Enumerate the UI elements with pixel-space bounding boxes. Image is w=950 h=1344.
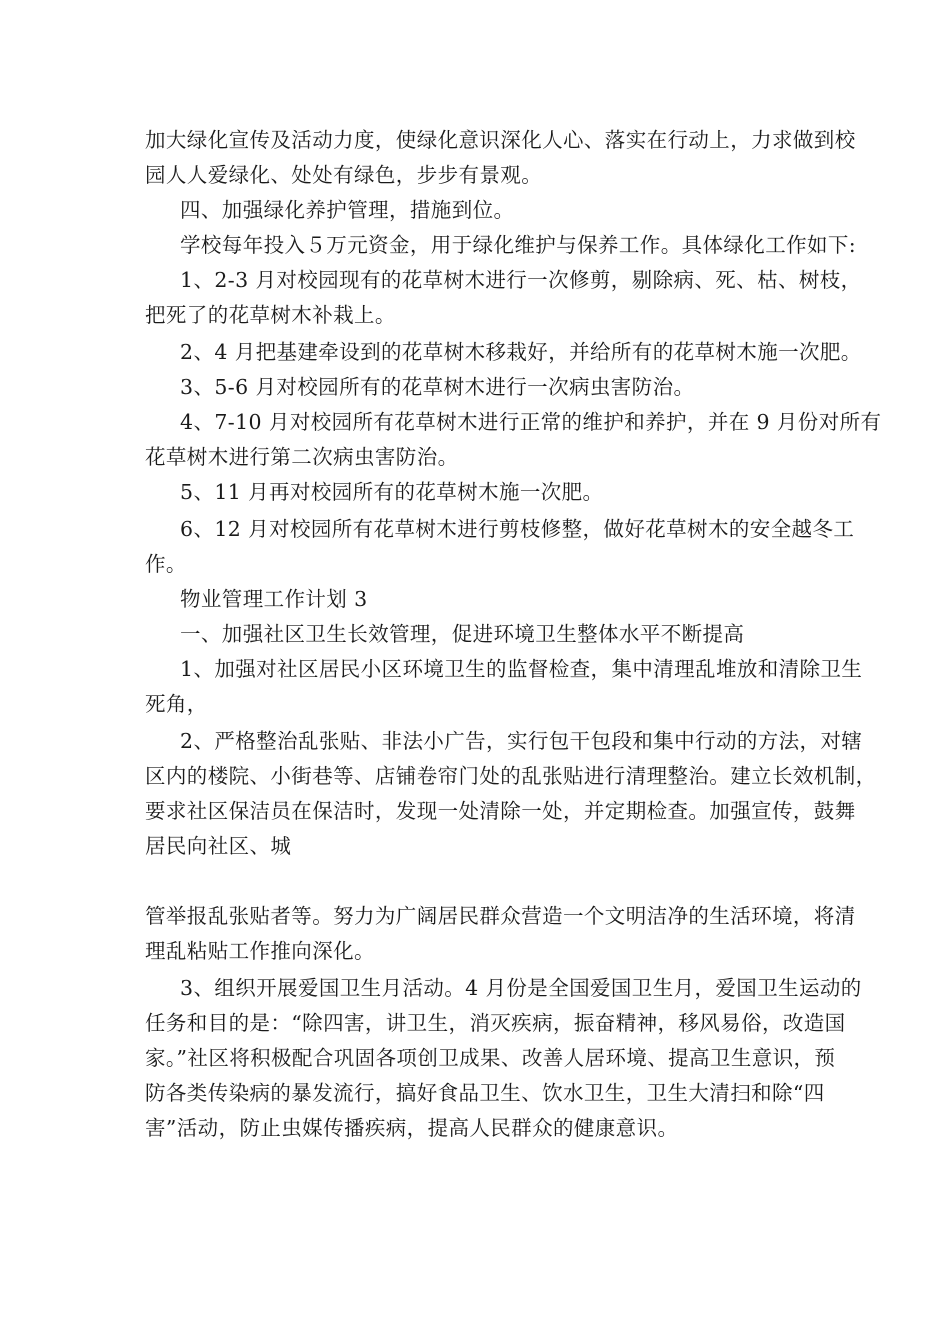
paragraph-line: 理乱粘贴工作推向深化。 [145, 939, 375, 963]
list-item-line: 害”活动，防止虫媒传播疾病，提高人民群众的健康意识。 [145, 1116, 679, 1140]
list-item-line: 家。”社区将积极配合巩固各项创卫成果、改善人居环境、提高卫生意识，预 [145, 1046, 836, 1070]
section-title: 物业管理工作计划 3 [180, 587, 368, 611]
list-item-line: 把死了的花草树木补栽上。 [145, 303, 396, 327]
list-item-line: 1、2-3 月对校园现有的花草树木进行一次修剪，剔除病、死、枯、树枝， [180, 268, 862, 292]
list-item-line: 5、11 月再对校园所有的花草树木施一次肥。 [180, 480, 604, 504]
section-heading: 四、加强绿化养护管理，措施到位。 [180, 198, 515, 222]
section-heading: 一、加强社区卫生长效管理，促进环境卫生整体水平不断提高 [180, 622, 745, 646]
paragraph-line: 加大绿化宣传及活动力度，使绿化意识深化人心、落实在行动上，力求做到校 [145, 128, 856, 152]
list-item-line: 6、12 月对校园所有花草树木进行剪枝修整，做好花草树木的安全越冬工 [180, 517, 855, 541]
list-item-line: 死角， [145, 692, 208, 716]
list-item-line: 居民向社区、城 [145, 834, 292, 858]
list-item-line: 2、严格整治乱张贴、非法小广告，实行包干包段和集中行动的方法，对辖 [180, 729, 863, 753]
paragraph-line: 学校每年投入５万元资金，用于绿化维护与保养工作。具体绿化工作如下: [180, 233, 857, 257]
list-item-line: 3、5-6 月对校园所有的花草树木进行一次病虫害防治。 [180, 375, 695, 399]
list-item-line: 任务和目的是：“除四害，讲卫生，消灭疾病，振奋精神，移风易俗，改造国 [145, 1011, 846, 1035]
list-item-line: 2、4 月把基建牵设到的花草树木移栽好，并给所有的花草树木施一次肥。 [180, 340, 862, 364]
paragraph-line: 园人人爱绿化、处处有绿色，步步有景观。 [145, 163, 543, 187]
paragraph-line: 管举报乱张贴者等。努力为广阔居民群众营造一个文明洁净的生活环境，将清 [145, 904, 856, 928]
list-item-line: 作。 [145, 552, 187, 576]
list-item-line: 防各类传染病的暴发流行，搞好食品卫生、饮水卫生，卫生大清扫和除“四 [145, 1081, 825, 1105]
list-item-line: 要求社区保洁员在保洁时，发现一处清除一处，并定期检查。加强宣传，鼓舞 [145, 799, 856, 823]
list-item-line: 3、组织开展爱国卫生月活动。4 月份是全国爱国卫生月，爱国卫生运动的 [180, 976, 862, 1000]
list-item-line: 花草树木进行第二次病虫害防治。 [145, 445, 459, 469]
list-item-line: 4、7-10 月对校园所有花草树木进行正常的维护和养护，并在 9 月份对所有 [180, 410, 882, 434]
list-item-line: 1、加强对社区居民小区环境卫生的监督检查，集中清理乱堆放和清除卫生 [180, 657, 863, 681]
list-item-line: 区内的楼院、小街巷等、店铺卷帘门处的乱张贴进行清理整治。建立长效机制， [145, 764, 877, 788]
